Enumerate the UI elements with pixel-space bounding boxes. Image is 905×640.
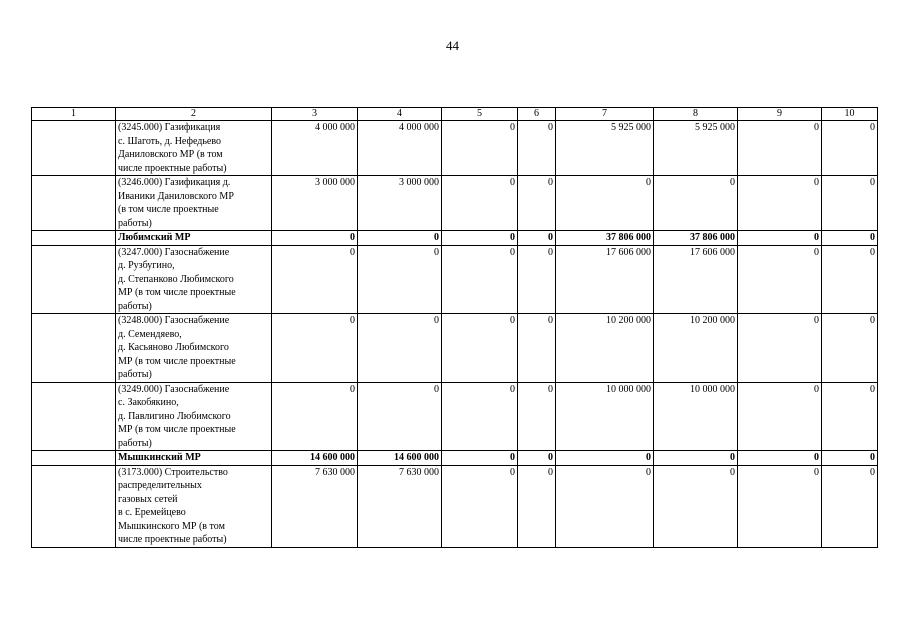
item-name-cell (116, 231, 272, 246)
value-cell: 0 (358, 231, 442, 246)
item-name-line: с. Закобякино, (118, 397, 179, 408)
item-name-line: д. Степанково Любимского (118, 273, 234, 285)
item-name-line: МР (в том числе проектные (118, 355, 236, 367)
empty-cell (32, 121, 116, 176)
value-cell: 5 925 000 (654, 121, 738, 176)
item-name-line: числе проектные работы) (118, 534, 227, 545)
value-cell: 0 (654, 465, 738, 547)
value-cell: 0 (738, 382, 822, 451)
value-cell: 0 (738, 451, 822, 466)
table-row (32, 382, 878, 451)
value-cell: 0 (556, 465, 654, 547)
value-cell: 0 (822, 176, 878, 231)
header-cell: 6 (518, 108, 556, 121)
value-cell: 14 600 000 (358, 451, 442, 466)
item-name-cell (116, 465, 272, 547)
value-cell: 0 (442, 314, 518, 383)
table-row (32, 176, 878, 231)
value-cell: 0 (518, 231, 556, 246)
value-cell: 0 (738, 314, 822, 383)
value-cell: 0 (272, 314, 358, 383)
item-name-line: (3173.000) Строительство (118, 466, 228, 478)
value-cell: 0 (518, 465, 556, 547)
table-row (32, 245, 878, 314)
value-cell: 0 (518, 314, 556, 383)
item-name-line: работы) (118, 217, 152, 229)
header-cell: 10 (822, 108, 878, 121)
item-name-line: (3246.000) Газификация д. (118, 177, 231, 188)
value-cell: 0 (442, 245, 518, 314)
header-cell: 4 (358, 108, 442, 121)
item-name-cell (116, 451, 272, 466)
item-name-line: Иваники Даниловского МР (118, 190, 234, 202)
item-name-line: МР (в том числе проектные (118, 287, 236, 298)
header-cell: 8 (654, 108, 738, 121)
item-name-line: (в том числе проектные (118, 204, 219, 215)
item-name-line: д. Касьяново Любимского (118, 342, 229, 353)
item-name-line: (3245.000) Газификация (118, 122, 221, 133)
value-cell: 0 (556, 451, 654, 466)
empty-cell (32, 314, 116, 383)
empty-cell (32, 231, 116, 246)
value-cell: 0 (738, 245, 822, 314)
header-cell: 1 (32, 108, 116, 121)
header-cell: 2 (116, 108, 272, 121)
value-cell: 0 (822, 314, 878, 383)
empty-cell (32, 465, 116, 547)
value-cell: 17 606 000 (654, 245, 738, 314)
value-cell: 0 (518, 176, 556, 231)
item-name-line: (3249.000) Газоснабжение (118, 383, 230, 395)
item-name-line: д. Павлигино Любимского (118, 410, 231, 422)
page-number: 44 (446, 38, 459, 53)
item-name-line: распределительных (118, 480, 202, 491)
value-cell: 0 (822, 382, 878, 451)
table-row (32, 121, 878, 176)
header-cell: 3 (272, 108, 358, 121)
empty-cell (32, 245, 116, 314)
value-cell: 0 (442, 451, 518, 466)
item-name-cell (116, 121, 272, 176)
value-cell: 3 000 000 (272, 176, 358, 231)
item-name-cell (116, 314, 272, 383)
value-cell: 0 (518, 245, 556, 314)
subtotal-row (32, 231, 878, 246)
value-cell: 37 806 000 (556, 231, 654, 246)
item-name-line: д. Семендяево, (118, 328, 182, 340)
value-cell: 0 (442, 121, 518, 176)
value-cell: 0 (518, 451, 556, 466)
table-body (32, 121, 878, 548)
item-name-line: МР (в том числе проектные (118, 424, 236, 435)
value-cell: 0 (442, 382, 518, 451)
value-cell: 7 630 000 (272, 465, 358, 547)
item-name-line: работы) (118, 369, 152, 380)
item-name-line: работы) (118, 300, 152, 312)
value-cell: 0 (822, 451, 878, 466)
empty-cell (32, 176, 116, 231)
item-name-line: (3248.000) Газоснабжение (118, 315, 230, 326)
value-cell: 0 (822, 231, 878, 246)
value-cell: 0 (272, 245, 358, 314)
value-cell: 37 806 000 (654, 231, 738, 246)
table-row (32, 314, 878, 383)
table-row (32, 465, 878, 547)
item-name-line: числе проектные работы) (118, 162, 227, 174)
value-cell: 0 (442, 176, 518, 231)
value-cell: 0 (822, 465, 878, 547)
value-cell: 0 (654, 176, 738, 231)
value-cell: 0 (442, 465, 518, 547)
item-name-cell (116, 245, 272, 314)
value-cell: 4 000 000 (358, 121, 442, 176)
item-name-line: с. Шаготь, д. Нефедьево (118, 135, 222, 147)
value-cell: 0 (654, 451, 738, 466)
value-cell: 10 200 000 (654, 314, 738, 383)
item-name-line: газовых сетей (118, 493, 178, 505)
item-name-line: Мышкинского МР (в том (118, 520, 225, 532)
value-cell: 0 (272, 382, 358, 451)
value-cell: 0 (358, 245, 442, 314)
item-name-line: Любимский МР (118, 232, 191, 243)
value-cell: 0 (738, 465, 822, 547)
value-cell: 10 000 000 (556, 382, 654, 451)
value-cell: 0 (556, 176, 654, 231)
value-cell: 4 000 000 (272, 121, 358, 176)
value-cell: 5 925 000 (556, 121, 654, 176)
item-name-line: Мышкинский МР (118, 452, 201, 463)
value-cell: 0 (738, 231, 822, 246)
empty-cell (32, 382, 116, 451)
value-cell: 14 600 000 (272, 451, 358, 466)
value-cell: 10 200 000 (556, 314, 654, 383)
item-name-cell (116, 382, 272, 451)
item-name-line: (3247.000) Газоснабжение (118, 246, 230, 258)
header-cell: 9 (738, 108, 822, 121)
item-name-line: д. Рузбугино, (118, 260, 175, 271)
value-cell: 0 (738, 121, 822, 176)
header-row (32, 108, 878, 121)
value-cell: 3 000 000 (358, 176, 442, 231)
header-cell: 7 (556, 108, 654, 121)
value-cell: 7 630 000 (358, 465, 442, 547)
header-cell: 5 (442, 108, 518, 121)
subtotal-row (32, 451, 878, 466)
item-name-cell (116, 176, 272, 231)
empty-cell (32, 451, 116, 466)
value-cell: 0 (272, 231, 358, 246)
value-cell: 0 (738, 176, 822, 231)
value-cell: 0 (442, 231, 518, 246)
value-cell: 17 606 000 (556, 245, 654, 314)
item-name-line: в с. Еремейцево (118, 507, 186, 518)
value-cell: 0 (518, 121, 556, 176)
item-name-line: Даниловского МР (в том (118, 149, 223, 160)
value-cell: 0 (822, 245, 878, 314)
value-cell: 10 000 000 (654, 382, 738, 451)
item-name-line: работы) (118, 437, 152, 449)
value-cell: 0 (518, 382, 556, 451)
budget-table (31, 107, 878, 548)
value-cell: 0 (822, 121, 878, 176)
value-cell: 0 (358, 314, 442, 383)
value-cell: 0 (358, 382, 442, 451)
